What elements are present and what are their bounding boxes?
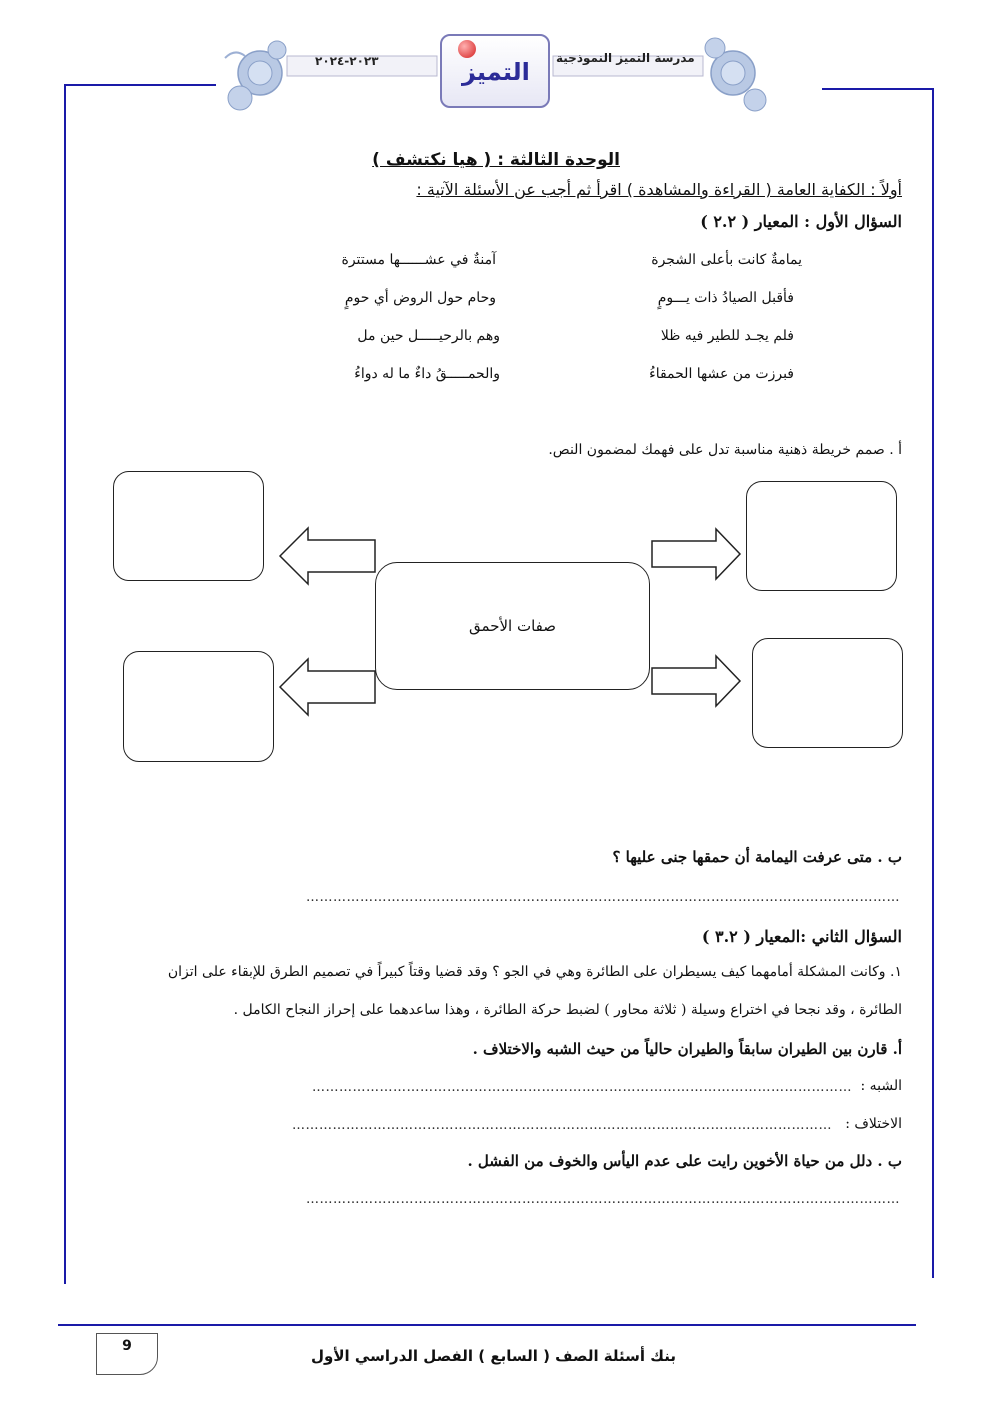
mindmap-center-label: صفات الأحمق (469, 617, 556, 635)
q2-part-b: ب . دلل من حياة الأخوين رايت على عدم اليأس والخوف من الفشل . (467, 1152, 902, 1170)
q2-paragraph-line1: ١. وكانت المشكلة أمامهما كيف يسيطران على الطائرة وهي في الجو ؟ وقد قضيا وقتاً كبيراً في تصميم الطرق للإبقاء على اتزان (167, 964, 902, 980)
verse-4-right: فبرزت من عشها الحمقاءُ (649, 366, 794, 382)
logo-text: التميز (462, 58, 530, 86)
q1-part-b: ب . متى عرفت اليمامة أن حمقها جنى عليها ؟ (612, 848, 902, 866)
frame-bottom (58, 1324, 916, 1326)
verse-2-left: وحام حول الروض أي حومٍ (344, 290, 496, 306)
similarity-label: الشبه : (860, 1078, 902, 1094)
footer-title: بنك أسئلة الصف ( السابع ) الفصل الدراسي الأول (311, 1347, 676, 1365)
school-name: مدرسة التميز النموذجية (556, 51, 695, 65)
unit-title: الوحدة الثالثة : ( هيا نكتشف ) (372, 150, 620, 170)
arrow-left-bottom-icon (280, 659, 375, 715)
q2-title: السؤال الثاني :المعيار ( ٣.٢ ) (701, 927, 902, 946)
difference-label: الاختلاف : (845, 1116, 902, 1132)
difference-answer[interactable]: ………………………………………………………………………………………………………… (292, 1118, 832, 1133)
q1-part-a: أ . صمم خريطة ذهنية مناسبة تدل على فهمك لمضمون النص. (548, 442, 902, 458)
year-label: ٢٠٢٣-٢٠٢٤ (315, 54, 379, 68)
page-number: 9 (122, 1338, 132, 1354)
verse-3-left: وهم بالرحيـــــل حين مل (357, 328, 500, 344)
arrow-right-top-icon (652, 529, 740, 579)
verse-3-right: فلم يجـد للطير فيه ظلا (660, 328, 794, 344)
page-number-tab (96, 1333, 158, 1375)
verse-1-left: آمنةٌ في عشــــــها مستترة (341, 252, 496, 268)
q2-part-a: أ. قارن بين الطيران سابقاً والطيران حالياً من حيث الشبه والاختلاف . (472, 1040, 902, 1058)
arrow-right-bottom-icon (652, 656, 740, 706)
q2-part-b-answer[interactable]: …………………………………………………………………………………………………………………… (306, 1192, 900, 1207)
competency-line: أولاً : الكفاية العامة ( القراءة والمشاهدة ) اقرأ ثم أجب عن الأسئلة الآتية : (416, 180, 902, 199)
q1-part-b-answer[interactable]: …………………………………………………………………………………………………………………… (306, 890, 900, 905)
arrow-left-top-icon (280, 528, 375, 584)
verse-2-right: فأقبل الصيادُ ذات يـــومٍ (657, 290, 794, 306)
verse-4-left: والحمـــــقُ داءٌ ما له دواءُ (354, 366, 500, 382)
verse-1-right: يمامةٌ كانت بأعلى الشجرة (651, 252, 802, 268)
similarity-answer[interactable]: ………………………………………………………………………………………………………… (312, 1080, 852, 1095)
q2-paragraph-line2: الطائرة ، وقد نجحا في اختراع وسيلة ( ثلاثة محاور ) لضبط حركة الطائرة ، وهذا ساعدهما على إحراز النجاح الكامل . (233, 1002, 902, 1018)
q1-title: السؤال الأول : المعيار ( ٢.٢ ) (700, 212, 902, 231)
